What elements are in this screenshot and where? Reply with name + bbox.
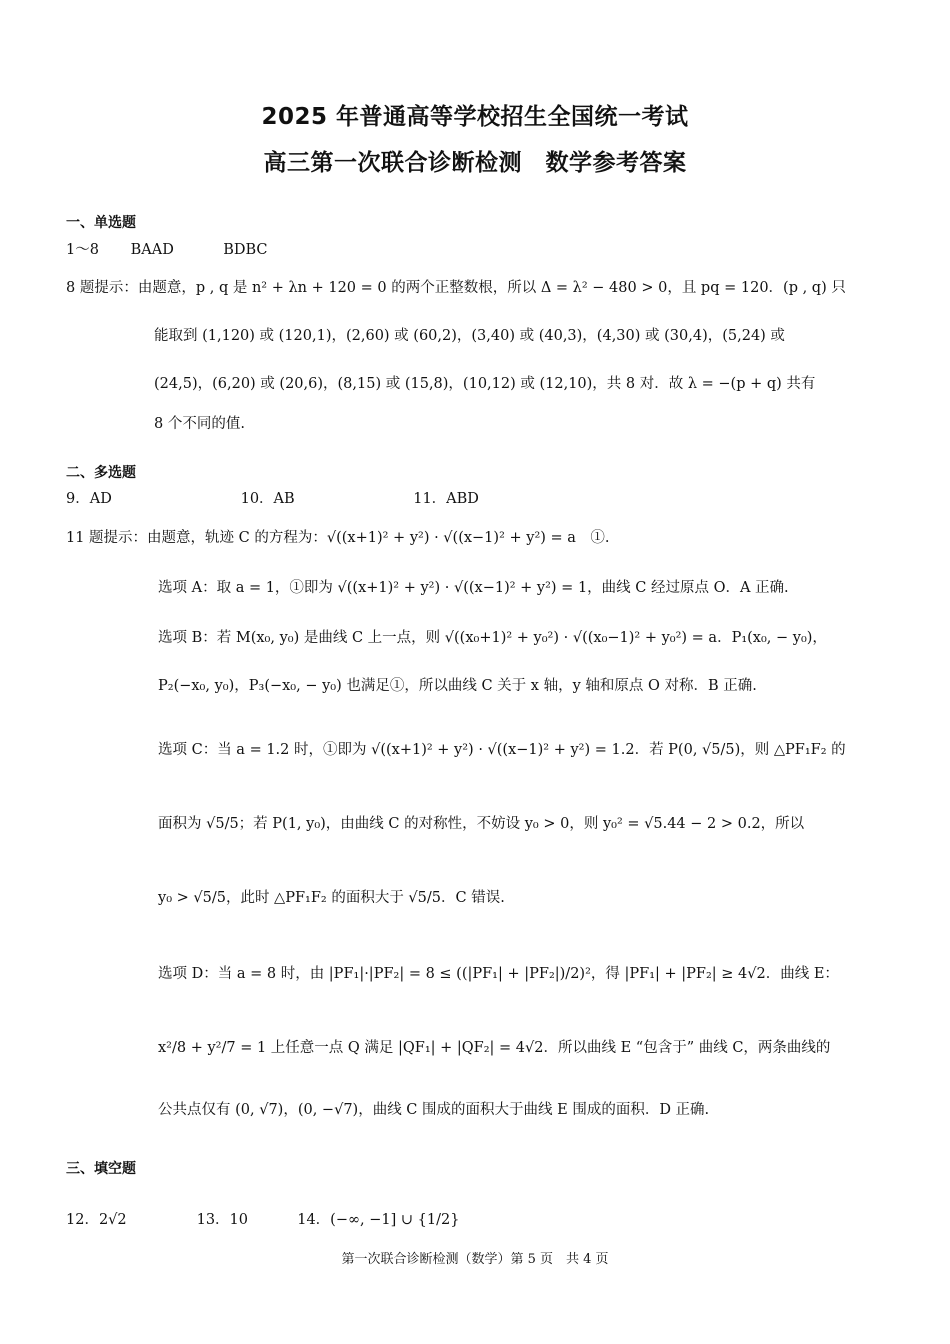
answer-q11: 11．ABD	[413, 491, 479, 507]
hint11-option-b-line-2: P₂(−x₀, y₀)，P₃(−x₀, − y₀) 也满足①，所以曲线 C 关于 x 轴，y 轴和原点 O 对称．B 正确.	[158, 678, 757, 694]
answer-q14: 14．(−∞, −1] ∪ {1/2}	[297, 1212, 460, 1228]
multi-choice-answers	[66, 487, 479, 508]
section-single-choice: 一、单选题	[66, 215, 136, 231]
page-footer: 第一次联合诊断检测（数学）第 5 页 共 4 页	[341, 1252, 609, 1267]
hint8-line-3: (24,5)，(6,20) 或 (20,6)，(8,15) 或 (15,8)，(10,12) 或 (12,10)，共 8 对．故 λ = −(p + q) 共有	[154, 376, 816, 392]
hint8-line-4: 8 个不同的值.	[154, 416, 245, 432]
single-choice-group-1: BAAD	[130, 242, 174, 258]
fill-blank-answers	[66, 1208, 459, 1229]
hint11-option-c-line-3: y₀ > √5/5，此时 △PF₁F₂ 的面积大于 √5/5．C 错误.	[158, 890, 505, 906]
hint11-option-a: 选项 A：取 a = 1，①即为 √((x+1)² + y²) · √((x−1)² + y²) = 1，曲线 C 经过原点 O．A 正确.	[158, 580, 789, 596]
hint11-option-d-line-3: 公共点仅有 (0, √7)，(0, −√7)，曲线 C 围成的面积大于曲线 E 围成的面积．D 正确.	[158, 1102, 710, 1118]
answer-q9: 9．AD	[66, 491, 112, 507]
hint11-option-b-line-1: 选项 B：若 M(x₀, y₀) 是曲线 C 上一点，则 √((x₀+1)² + y₀²) · √((x₀−1)² + y₀²) = a．P₁(x₀, − y₀)，	[158, 630, 827, 646]
answer-q13: 13．10	[196, 1212, 249, 1228]
single-choice-group-2: BDBC	[223, 242, 268, 258]
answer-q10: 10．AB	[240, 491, 295, 507]
hint11-option-d-line-1: 选项 D：当 a = 8 时，由 |PF₁|·|PF₂| = 8 ≤ ((|PF₁| + |PF₂|)/2)²，得 |PF₁| + |PF₂| ≥ 4√2．曲线 E：	[158, 966, 839, 982]
title-line-1: 2025 年普通高等学校招生全国统一考试	[261, 104, 689, 130]
section-fill-blank: 三、填空题	[66, 1161, 136, 1177]
hint8-line-1: 8 题提示：由题意，p , q 是 n² + λn + 120 = 0 的两个正整数根，所以 Δ = λ² − 480 > 0，且 pq = 120．(p , q) 只	[66, 280, 846, 296]
single-choice-answers	[66, 238, 268, 259]
single-choice-range: 1～8	[66, 242, 99, 258]
hint8-line-2: 能取到 (1,120) 或 (120,1)，(2,60) 或 (60,2)，(3,40) 或 (40,3)，(4,30) 或 (30,4)，(5,24) 或	[154, 328, 785, 344]
hint11-option-c-line-1: 选项 C：当 a = 1.2 时，①即为 √((x+1)² + y²) · √((x−1)² + y²) = 1.2．若 P(0, √5/5)，则 △PF₁F₂ 的	[158, 742, 846, 758]
hint11-option-c-line-2: 面积为 √5/5；若 P(1, y₀)，由曲线 C 的对称性，不妨设 y₀ > 0，则 y₀² = √5.44 − 2 > 0.2，所以	[158, 816, 805, 832]
hint11-intro: 11 题提示：由题意，轨迹 C 的方程为：√((x+1)² + y²) · √((x−1)² + y²) = a ①.	[66, 530, 610, 546]
hint11-option-d-line-2: x²/8 + y²/7 = 1 上任意一点 Q 满足 |QF₁| + |QF₂| = 4√2．所以曲线 E “包含于” 曲线 C，两条曲线的	[158, 1040, 831, 1056]
section-multi-choice: 二、多选题	[66, 465, 136, 481]
title-line-2: 高三第一次联合诊断检测 数学参考答案	[263, 150, 687, 176]
answer-q12: 12．2√2	[66, 1212, 127, 1228]
